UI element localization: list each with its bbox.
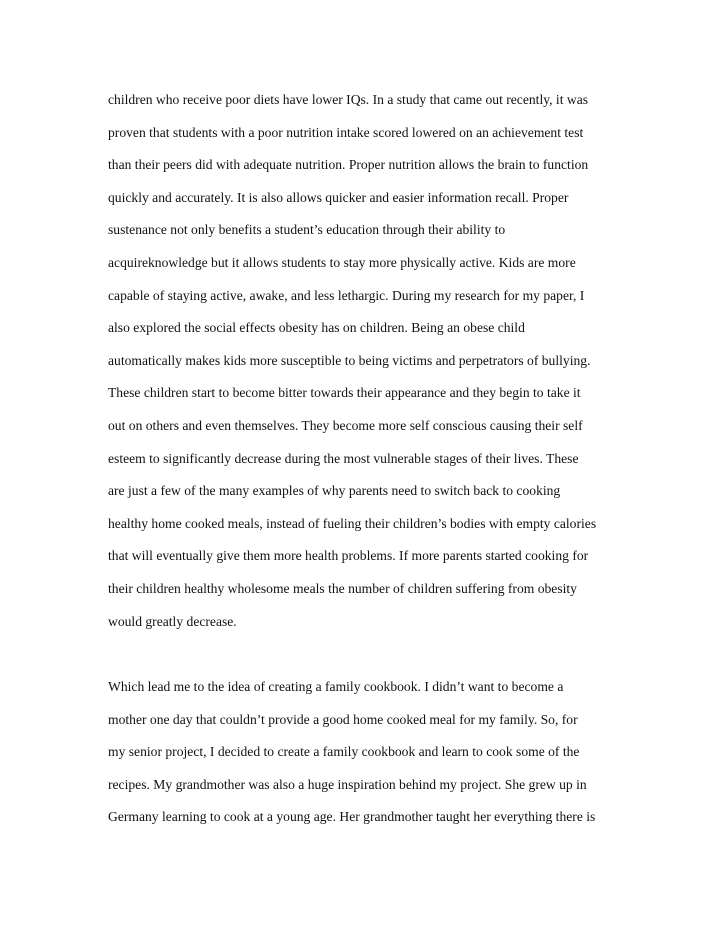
text-line: also explored the social effects obesity has on children. Being an obese child: [108, 320, 525, 336]
text-line: my senior project, I decided to create a family cookbook and learn to cook some of the: [108, 744, 580, 760]
text-line: children who receive poor diets have lower IQs. In a study that came out recently, it was: [108, 92, 589, 107]
text-line: than their peers did with adequate nutrition. Proper nutrition allows the brain to function: [108, 157, 589, 173]
text-line: automatically makes kids more susceptible to being victims and perpetrators of bullying.: [108, 352, 591, 368]
text-line: These children start to become bitter towards their appearance and they begin to take it: [108, 385, 581, 401]
text-line: mother one day that couldn’t provide a good home cooked meal for my family. So, for: [108, 711, 578, 727]
text-line: that will eventually give them more health problems. If more parents started cooking for: [108, 548, 589, 564]
text-line: Germany learning to cook at a young age. Her grandmother taught her everything there is: [108, 809, 596, 825]
text-line: acquireknowledge but it allows students to stay more physically active. Kids are more: [108, 254, 576, 270]
text-line: out on others and even themselves. They become more self conscious causing their self: [108, 417, 583, 433]
text-line: healthy home cooked meals, instead of fueling their children’s bodies with empty calories: [108, 515, 597, 531]
text-line: recipes. My grandmother was also a huge inspiration behind my project. She grew up in: [108, 776, 587, 792]
text-line: quickly and accurately. It is also allows quicker and easier information recall. Proper: [108, 189, 569, 205]
text-line: esteem to significantly decrease during the most vulnerable stages of their lives. These: [108, 450, 579, 466]
text-line: capable of staying active, awake, and less lethargic. During my research for my paper, I: [108, 287, 585, 303]
paragraph-family-cookbook: [108, 671, 628, 834]
text-line: sustenance not only benefits a student’s education through their ability to: [108, 222, 506, 238]
text-line: proven that students with a poor nutrition intake scored lowered on an achievement test: [108, 124, 584, 140]
text-line: Which lead me to the idea of creating a family cookbook. I didn’t want to become a: [108, 679, 564, 694]
text-line: would greatly decrease.: [108, 613, 237, 629]
text-line: their children healthy wholesome meals the number of children suffering from obesity: [108, 580, 577, 596]
text-line: are just a few of the many examples of why parents need to switch back to cooking: [108, 483, 561, 499]
paragraph-nutrition-obesity: [108, 84, 628, 638]
